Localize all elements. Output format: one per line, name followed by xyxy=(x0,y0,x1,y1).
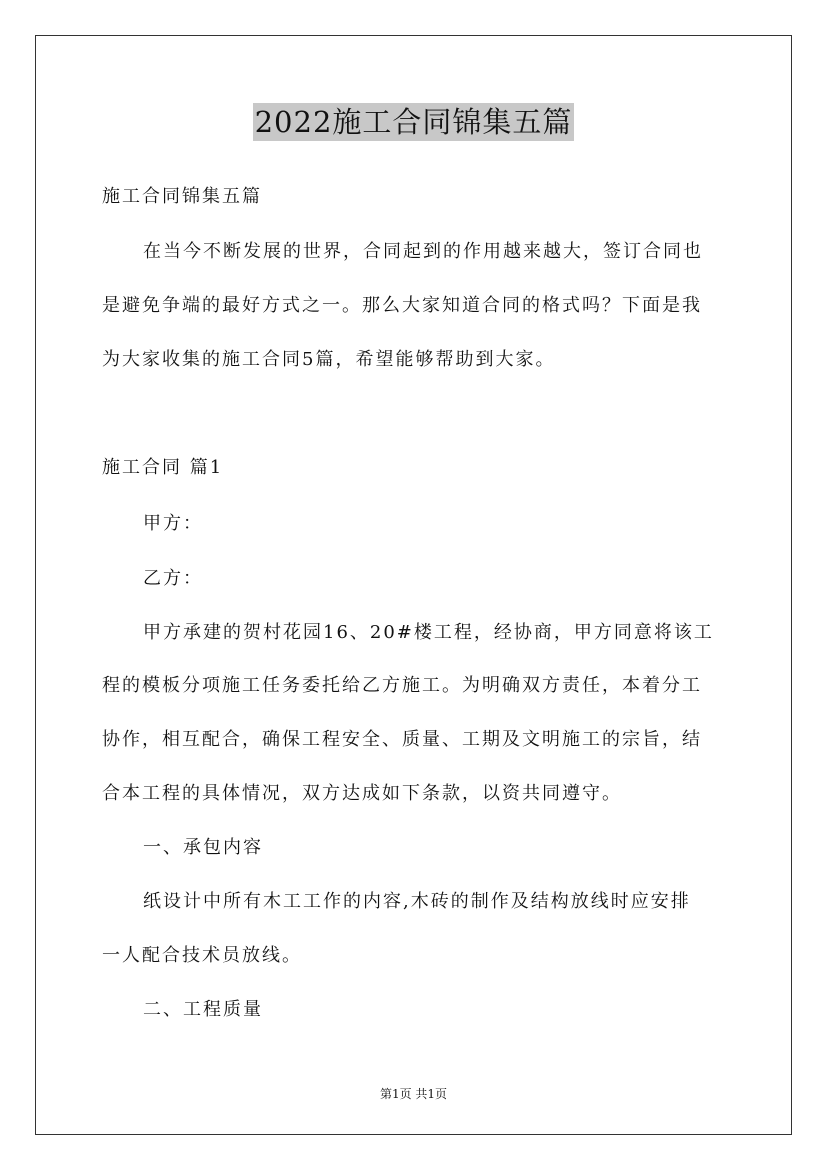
party-b-label: 乙方： xyxy=(143,568,203,589)
section-heading: 施工合同 篇1 xyxy=(102,457,224,478)
page-footer: 第1页 共1页 xyxy=(379,1087,448,1101)
intro-line-1: 在当今不断发展的世界，合同起到的作用越来越大，签订合同也 xyxy=(143,241,703,262)
subtitle: 施工合同锦集五篇 xyxy=(102,186,262,207)
body-line-1: 甲方承建的贺村花园16、20#楼工程，经协商，甲方同意将该工 xyxy=(143,622,714,643)
body-line-2: 程的模板分项施工任务委托给乙方施工。为明确双方责任，本着分工 xyxy=(102,675,702,696)
body-line-4: 合本工程的具体情况，双方达成如下条款，以资共同遵守。 xyxy=(102,783,622,804)
item1-line-2: 一人配合技术员放线。 xyxy=(102,945,302,966)
item1-heading: 一、承包内容 xyxy=(143,837,263,858)
body-line-3: 协作，相互配合，确保工程安全、质量、工期及文明施工的宗旨，结 xyxy=(102,729,702,750)
item2-heading: 二、工程质量 xyxy=(143,999,263,1020)
intro-line-3: 为大家收集的施工合同5篇，希望能够帮助到大家。 xyxy=(102,349,556,370)
document-title: 2022施工合同锦集五篇 xyxy=(254,105,573,139)
party-a-label: 甲方： xyxy=(143,513,203,534)
intro-line-2: 是避免争端的最好方式之一。那么大家知道合同的格式吗？下面是我 xyxy=(102,295,702,316)
item1-line-1: 纸设计中所有木工工作的内容,木砖的制作及结构放线时应安排 xyxy=(143,891,691,912)
